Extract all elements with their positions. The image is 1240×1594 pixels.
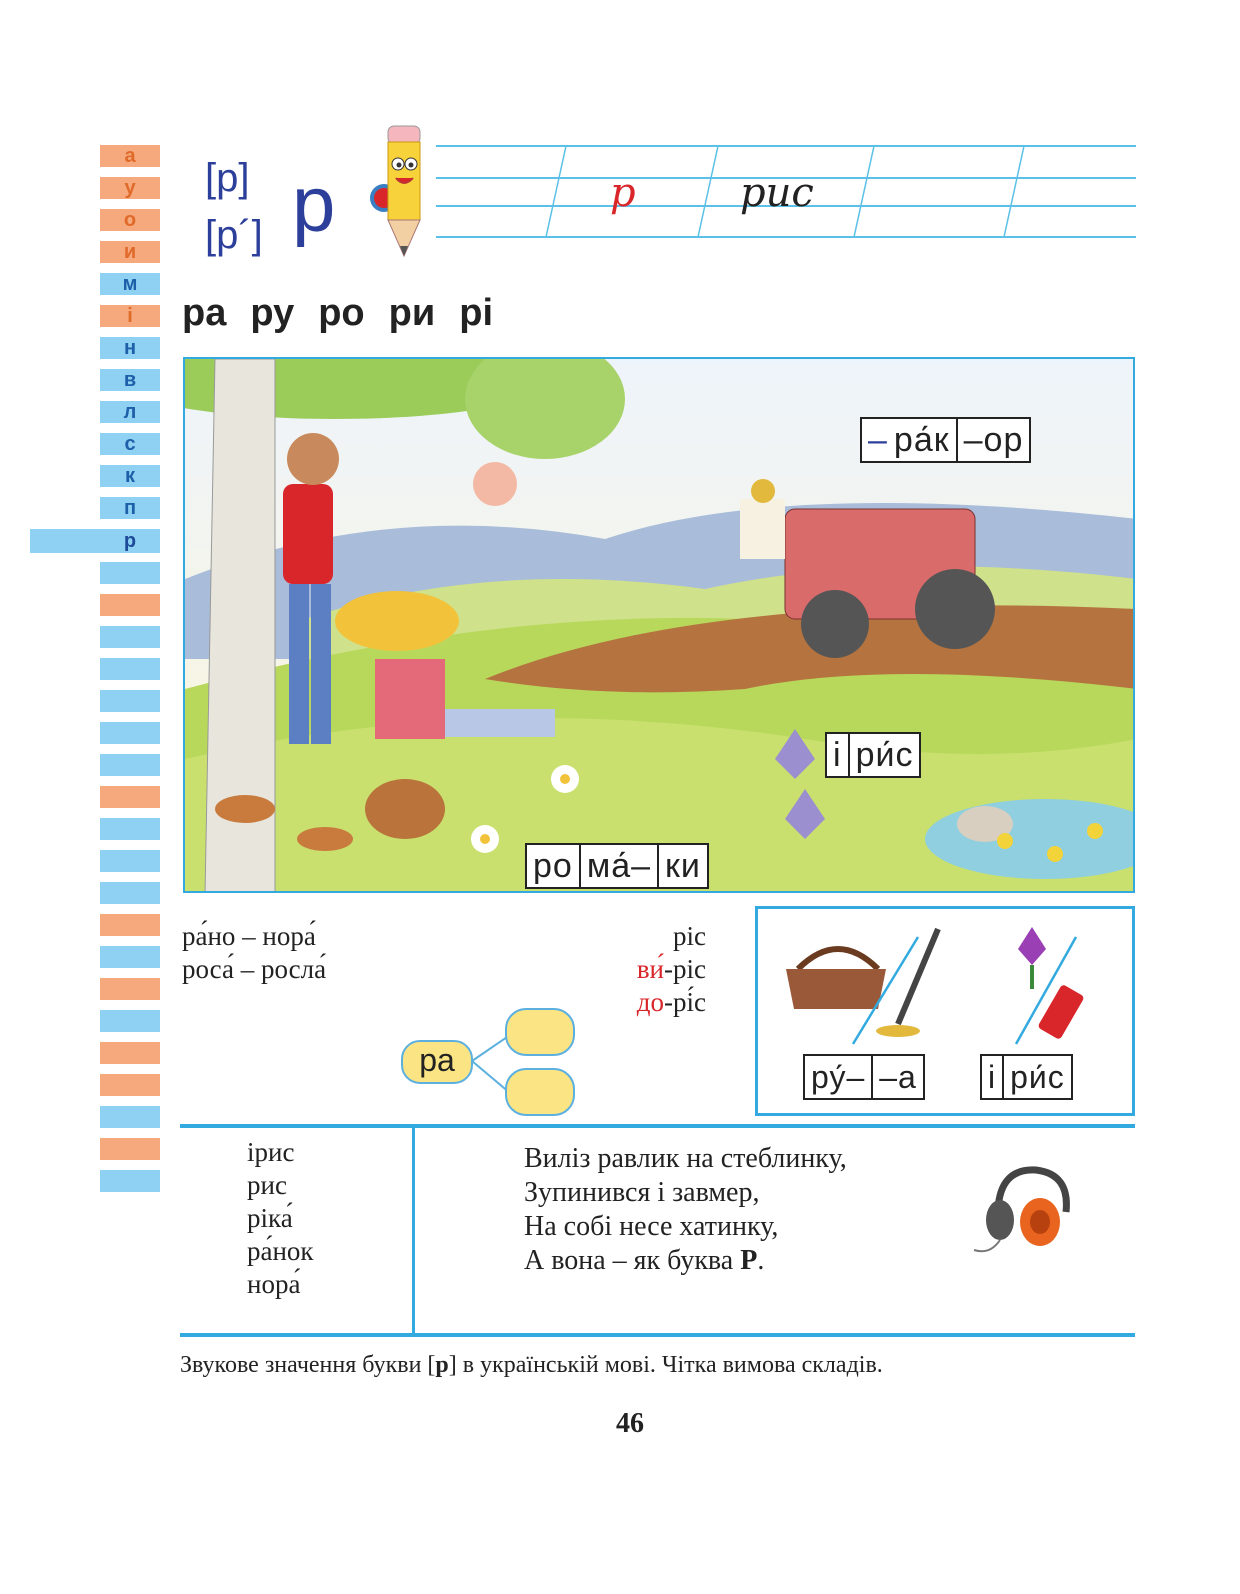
- illustration: [183, 357, 1135, 893]
- poem-line: Зупинився і завмер,: [524, 1177, 760, 1208]
- alphabet-strip: [0, 0, 170, 1200]
- strip-letter: л: [100, 401, 160, 423]
- word-part: ма́–: [579, 845, 657, 887]
- ris-column: [606, 920, 706, 1019]
- script-letter: р: [610, 170, 636, 216]
- strip-letter: к: [100, 465, 160, 487]
- word-part: ру́–: [811, 1059, 866, 1095]
- pair-line: роса́ – росла́: [182, 954, 327, 984]
- syllable: ри: [388, 292, 436, 334]
- lesson-caption: Звукове значення букви [р] в українській мові. Чітка вимова складів.: [180, 1352, 883, 1378]
- ris-line: до-рі́с: [636, 987, 706, 1017]
- word-item: ріка́: [247, 1203, 293, 1233]
- sound-soft: [р´]: [205, 213, 263, 257]
- ris-line: ріс: [673, 921, 706, 951]
- syllable: ро: [318, 292, 365, 334]
- word-part: –ор: [956, 419, 1030, 461]
- word-part: ки: [657, 845, 707, 887]
- strip-letter: в: [100, 369, 160, 391]
- word-box-traktor: [860, 417, 1031, 463]
- word-part: ра́к: [893, 421, 950, 459]
- word-box-iris-candy: [980, 1054, 1073, 1100]
- syllable: рі: [459, 292, 494, 334]
- strip-letter: п: [100, 497, 160, 519]
- poem-line: На собі несе хатинку,: [524, 1211, 779, 1242]
- word-box-ruchka: [803, 1054, 925, 1100]
- ris-line: ви́-ріс: [636, 954, 706, 984]
- strip-letter: и: [100, 241, 160, 263]
- pencil-mascot-icon: [368, 118, 438, 260]
- word-part: ри́с: [1002, 1056, 1071, 1098]
- big-letter: р: [292, 160, 336, 248]
- syllable: ра: [182, 292, 227, 334]
- headphones-icon: [970, 1160, 1080, 1260]
- syllable-map-center: ра: [419, 1042, 455, 1078]
- strip-letter: а: [100, 145, 160, 167]
- strip-letter: н: [100, 337, 160, 359]
- syllable: ру: [250, 292, 295, 334]
- strip-letter: у: [100, 177, 160, 199]
- poem-line: Виліз равлик на стеблинку,: [524, 1143, 847, 1174]
- poem: [524, 1142, 847, 1278]
- word-part: –: [868, 421, 888, 459]
- word-item: ра́нок: [247, 1236, 314, 1266]
- right-picture-box: [755, 906, 1135, 1116]
- poem-line: А вона – як буква Р.: [524, 1245, 765, 1276]
- divider-vertical: [412, 1126, 415, 1336]
- word-part: і: [833, 736, 842, 774]
- word-item: рис: [247, 1170, 287, 1200]
- divider-bottom: [180, 1333, 1135, 1337]
- strip-letter: м: [100, 273, 160, 295]
- word-item: нора́: [247, 1269, 301, 1299]
- pair-line: ра́но – нора́: [182, 921, 316, 951]
- syllable-row: [182, 292, 493, 335]
- word-part: ро: [533, 847, 573, 885]
- strip-letter: о: [100, 209, 160, 231]
- page-number: 46: [616, 1408, 644, 1439]
- word-pairs: [182, 920, 326, 986]
- strip-letter: с: [100, 433, 160, 455]
- word-box-iris: [825, 732, 921, 778]
- script-word: рис: [740, 170, 814, 216]
- word-item: ірис: [247, 1137, 295, 1167]
- strip-letter: і: [100, 305, 160, 327]
- word-part: і: [988, 1059, 997, 1095]
- sound-hard: [р]: [205, 156, 250, 200]
- word-part: –а: [871, 1056, 923, 1098]
- divider-top: [180, 1124, 1135, 1128]
- word-column: [247, 1136, 314, 1301]
- word-box-romashky: [525, 843, 709, 889]
- strip-letter-current: р: [123, 530, 137, 552]
- word-part: ри́с: [848, 734, 920, 776]
